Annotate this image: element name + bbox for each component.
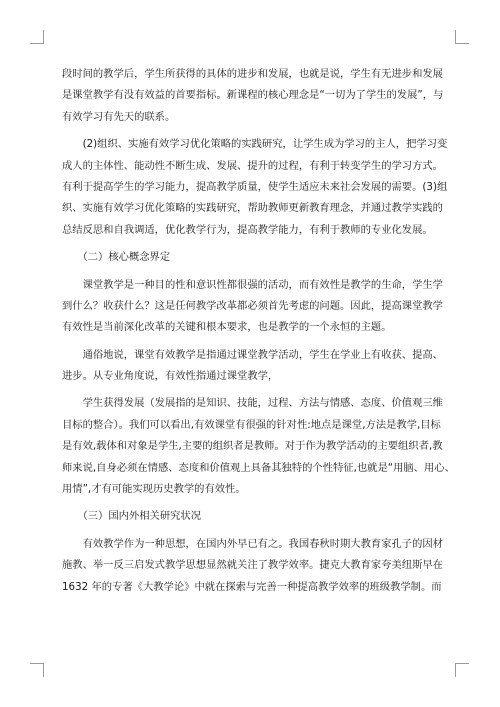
text-line: 有效学习有先天的联系。 [62,110,176,123]
crop-mark-top-left [30,30,44,44]
paragraph-classroom-teaching [62,275,446,339]
heading-line: （三）国内外相关研究状况 [62,510,202,523]
text-line: 1632 年的专著《大教学论》中就在探索与完善一种提高教学效率的班级教学制。而 [62,580,442,593]
text-line: 师来说,自身必须在情感、态度和价值观上具备其独特的个性特征,也就是“用脑、用心、 [62,461,455,474]
text-line: 到什么？收获什么？这是任何教学改革都必须首先考虑的问题。因此，提高课堂教学 [62,299,443,312]
text-line: 织、实施有效学习优化策略的实践研究，帮助教师更新教育理念，并通过教学实践的 [62,202,443,215]
section-heading-related-research [62,506,446,527]
paragraph-effective-teaching [62,345,446,388]
text-line: 施教、举一反三启发式教学思想显然就关注了教学效率。捷克大教育家夸美纽斯早在 [62,559,443,572]
text-line: 用情”,才有可能实现历史教学的有效性。 [62,483,246,496]
paragraph-research-history [62,534,446,598]
text-line: (2)组织、实施有效学习优化策略的实践研究，让学生成为学习的主人，把学习变 [62,138,448,151]
paragraph-strategy-research [62,134,446,241]
text-line: 课堂教学是一种目的性和意识性都很强的活动，而有效性是教学的生命，学生学 [62,278,443,291]
crop-mark-bottom-left [30,663,44,677]
paragraph-student-development [62,393,455,500]
text-line: 有效性是当前深化改革的关键和根本要求，也是教学的一个永恒的主题。 [62,321,392,334]
text-line: 有利于提高学生的学习能力，提高教学质量，使学生适应未来社会发展的需要。(3)组 [62,180,448,193]
crop-mark-top-right [455,30,469,44]
text-line: 是有效,载体和对象是学生,主要的组织者是教师。对于作为教学活动的主要组织者,教 [62,440,443,453]
text-line: 进步。从专业角度说，有效性指通过课堂教学， [62,370,279,383]
text-line: 是课堂教学有没有效益的首要指标。新课程的核心理念是“一切为了学生的发展”，与 [62,89,444,102]
text-line: 段时间的教学后，学生所获得的具体的进步和发展，也就是说，学生有无进步和发展 [62,68,443,80]
text-line: 成人的主体性、能动性不断生成、发展、提升的过程，有利于转变学生的学习方式。 [62,159,443,172]
body-text [62,64,455,598]
text-line: 总结反思和自我调适，优化教学行为，提高教学能力，有利于教师的专业化发展。 [62,223,433,236]
text-line: 通俗地说，课堂有效教学是指通过课堂教学活动，学生在学业上有收获、提高、 [62,348,443,361]
text-line: 目标的整合）。我们可以看出,有效课堂有很强的针对性:地点是课堂,方法是教学,目标 [62,418,441,431]
section-heading-core-concepts [62,247,446,268]
text-line: 学生获得发展（发展指的是知识、技能，过程、方法与情感、态度、价值观三维 [62,397,443,410]
paragraph-student-progress [62,64,446,128]
heading-line: （二）核心概念界定 [62,251,171,264]
crop-mark-bottom-right [455,663,469,677]
text-line: 有效教学作为一种思想，在国内外早已有之。我国春秋时期大教育家孔子的因材 [62,537,443,550]
